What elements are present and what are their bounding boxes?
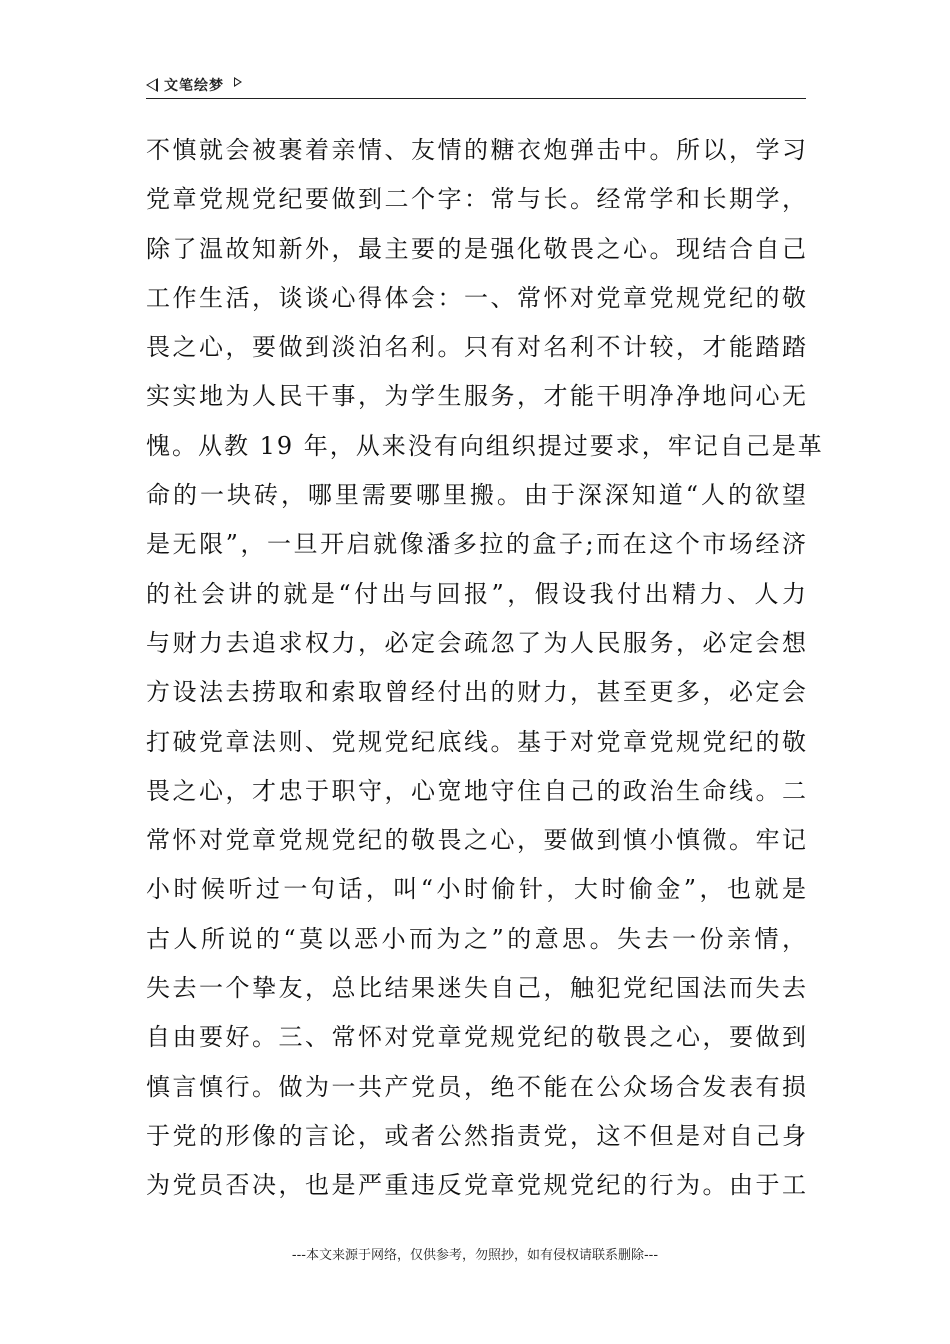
text-line: 常怀对党章党规党纪的敬畏之心，要做到慎小慎微。牢记	[146, 826, 808, 855]
text-line: 实实地为人民干事，为学生服务，才能干明净净地问心无	[146, 382, 808, 411]
text-line: 命的一块砖，哪里需要哪里搬。由于深深知道“人的欲望	[146, 481, 808, 510]
text-line: 畏之心，要做到淡泊名利。只有对名利不计较，才能踏踏	[146, 333, 808, 362]
text-line: 古人所说的“莫以恶小而为之”的意思。失去一份亲情，	[146, 924, 808, 953]
text-line: 畏之心，才忠于职守，心宽地守住自己的政治生命线。二	[146, 776, 808, 805]
text-line: 的社会讲的就是“付出与回报”，假设我付出精力、人力	[146, 579, 808, 608]
triangle-right-icon	[234, 77, 242, 87]
text-line: 小时候听过一句话，叫“小时偷针，大时偷金”，也就是	[146, 875, 808, 904]
text-line: 打破党章法则、党规党纪底线。基于对党章党规党纪的敬	[146, 727, 808, 756]
page-header	[146, 72, 806, 99]
text-line: 与财力去追求权力，必定会疏忽了为人民服务，必定会想	[146, 628, 808, 657]
text-line: 失去一个挚友，总比结果迷失自己，触犯党纪国法而失去	[146, 974, 808, 1003]
body-text	[146, 126, 824, 1211]
text-line: 党章党规党纪要做到二个字：常与长。经常学和长期学，	[146, 185, 808, 214]
text-line: 为党员否决，也是严重违反党章党规党纪的行为。由于工	[146, 1171, 808, 1200]
text-line: 愧。从教 19 年，从来没有向组织提过要求，牢记自己是革	[146, 431, 824, 460]
text-line: 自由要好。三、常怀对党章党规党纪的敬畏之心，要做到	[146, 1023, 808, 1052]
footer-notice: ---本文来源于网络，仅供参考，勿照抄，如有侵权请联系删除---	[291, 1248, 659, 1263]
text-line: 工作生活，谈谈心得体会：一、常怀对党章党规党纪的敬	[146, 283, 808, 312]
text-line: 慎言慎行。做为一共产党员，绝不能在公众场合发表有损	[146, 1072, 808, 1101]
triangle-left-icon	[146, 78, 158, 92]
text-line: 于党的形像的言论，或者公然指责党，这不但是对自己身	[146, 1121, 808, 1150]
text-line: 方设法去捞取和索取曾经付出的财力，甚至更多，必定会	[146, 678, 808, 707]
header-brand: 文笔绘梦	[164, 78, 224, 94]
text-line: 不慎就会被裹着亲情、友情的糖衣炮弹击中。所以，学习	[146, 136, 808, 164]
text-line: 是无限”，一旦开启就像潘多拉的盒子;而在这个市场经济	[146, 530, 808, 559]
text-line: 除了温故知新外，最主要的是强化敬畏之心。现结合自己	[146, 234, 808, 263]
